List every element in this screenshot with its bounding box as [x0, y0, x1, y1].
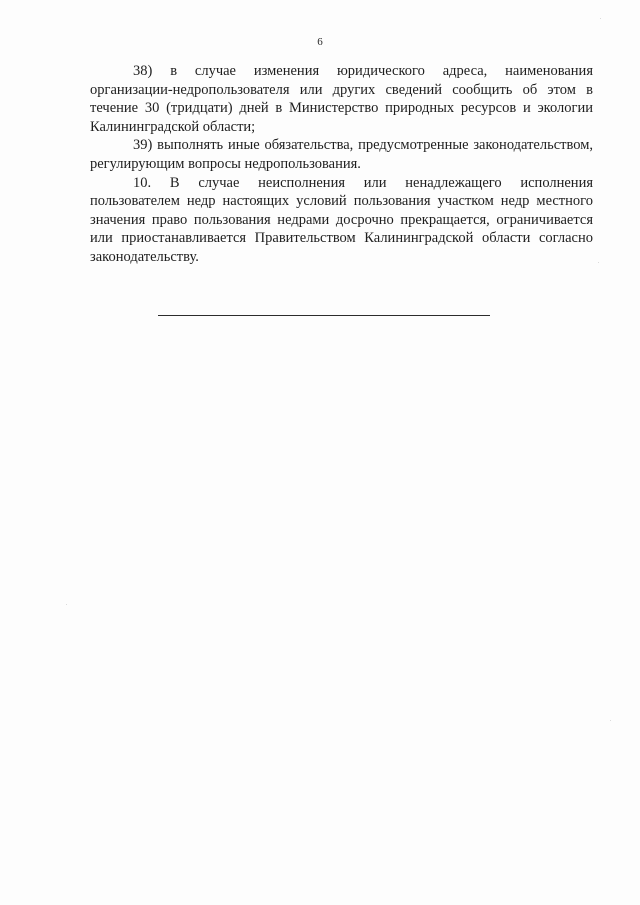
document-body	[90, 62, 593, 267]
paragraph-section-10: 10. В случае неисполнения или ненадлежащего исполнения пользователем недр настоящих условий пользования участком недр местного значения право пользования недрами досрочно прекращается, ограничивается или приостанавливается Правительством Калининградской области согласно законодательству.	[90, 174, 593, 265]
paragraph-item-38: 38) в случае изменения юридического адреса, наименования организации-недропользователя или других сведений сообщить об этом в течение 30 (тридцати) дней в Министерство природных ресурсов и экологии Калининградской области;	[90, 63, 593, 135]
page-number: 6	[317, 36, 323, 48]
paragraph-item-39: 39) выполнять иные обязательства, предусмотренные законодательством, регулирующим вопросы недропользования.	[90, 137, 593, 172]
scan-speck	[66, 604, 67, 605]
scan-speck	[598, 262, 599, 263]
scan-speck	[600, 18, 601, 19]
scan-speck	[610, 720, 611, 721]
end-of-text-rule	[158, 315, 490, 316]
